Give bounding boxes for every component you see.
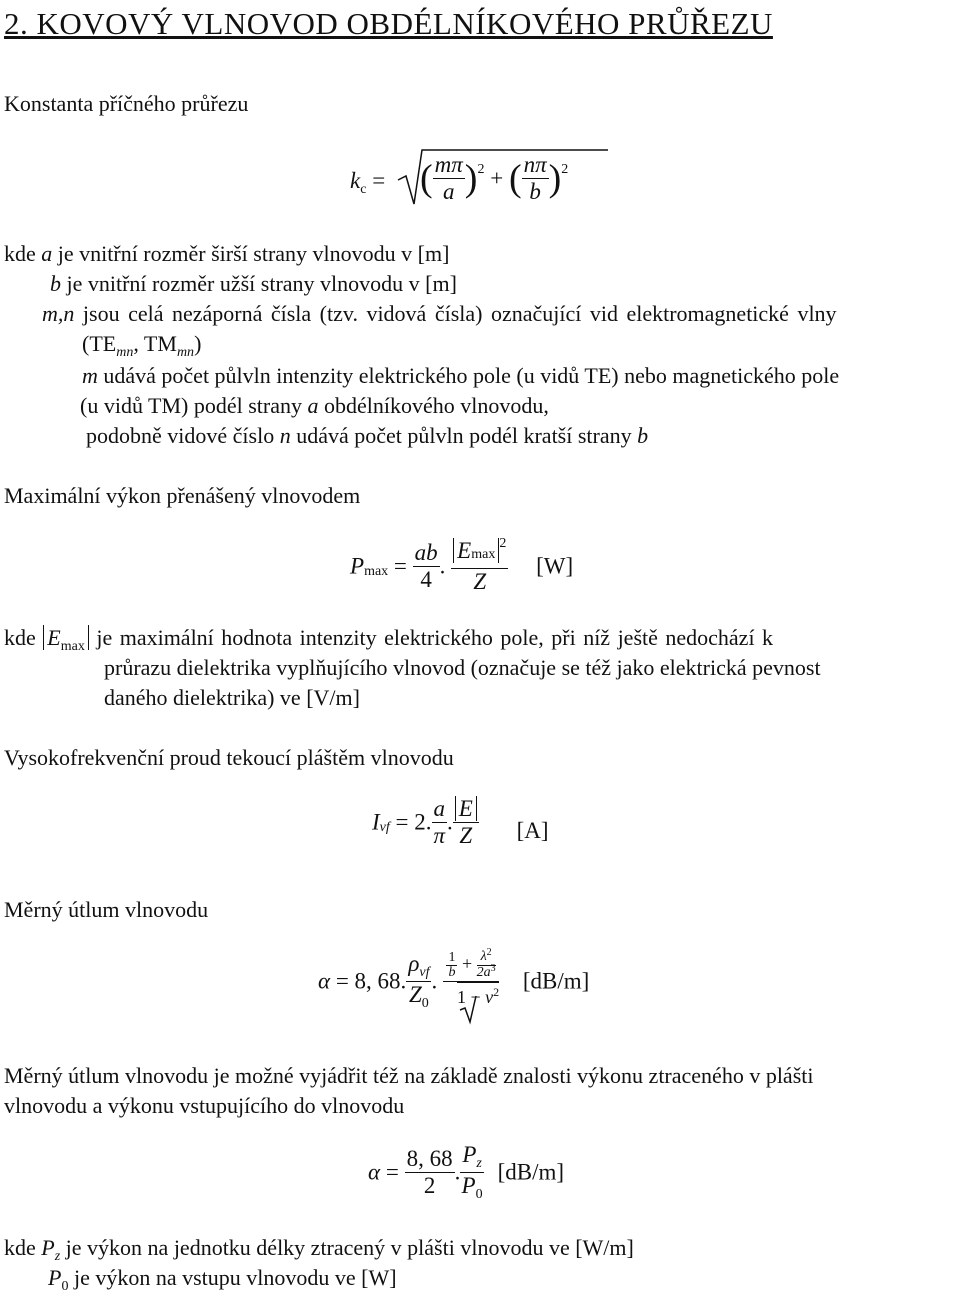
def-m: m udává počet půlvln intenzity elektrického pole (u vidů TE) nebo magnetického pole	[82, 363, 840, 388]
page-heading: 2. KOVOVÝ VLNOVOD OBDÉLNÍKOVÉHO PRŮŘEZU	[4, 6, 773, 41]
section-title-cross-section: Konstanta příčného průřezu	[4, 91, 249, 116]
section-title-max-power: Maximální výkon přenášený vlnovodem	[4, 483, 361, 508]
def-a: kde a je vnitřní rozměr širší strany vlnovodu v [m]	[4, 241, 450, 266]
formula-alpha-1: α = 8, 68. $\frac{\rho_{vf}}{Z_0}$ . $\frac{1}{b}$ + $\frac{\lambda^2}{2a^3}$ $1 - \nu^2$ [dB/m]	[318, 947, 590, 1011]
formula-pmax: $P_{max}$ = $\frac{ab}{4}$ . $\frac{Emax^2}{Z}$ [W]	[350, 536, 574, 594]
para-attenuation-2: vlnovodu a výkonu vstupujícího do vlnovodu	[4, 1093, 405, 1118]
def-modes: ($TE_{mn}$, $TM_{mn}$)	[82, 331, 202, 360]
def-emax-cont2: daného dielektrika) ve [V/m]	[104, 685, 360, 710]
def-m-cont: (u vidů TM) podél strany a obdélníkového vlnovodu,	[80, 393, 549, 418]
def-emax-cont1: průrazu dielektrika vyplňujícího vlnovod (označuje se též jako elektrická pevnost	[104, 655, 821, 680]
def-emax: kde $E_{max}$ je maximální hodnota intenzity elektrického pole, při níž ještě nedochází k	[4, 625, 774, 654]
def-b: b je vnitřní rozměr užší strany vlnovodu v [m]	[50, 271, 457, 296]
formula-kc: $k_c$ =	[350, 168, 386, 197]
def-pz: kde $P_z$ je výkon na jednotku délky ztracený v plášti vlnovodu ve [W/m]	[4, 1235, 634, 1264]
section-title-hf-current: Vysokofrekvenční proud tekoucí pláštěm vlnovodu	[4, 745, 454, 770]
def-mn: m,n jsou celá nezáporná čísla (tzv. vidová čísla) označující vid elektromagnetické vlny	[42, 301, 837, 326]
section-title-attenuation: Měrný útlum vlnovodu	[4, 897, 209, 922]
formula-alpha-2: α = $\frac{8, 68}{2}$ . $\frac{P_z}{P_0}$ [dB/m]	[368, 1142, 565, 1202]
def-p0: $P_0$ je výkon na vstupu vlnovodu ve [W]	[48, 1265, 397, 1294]
sqrt-sign-2	[460, 996, 480, 1022]
def-n: podobně vidové číslo n udává počet půlvln podél kratší strany b	[86, 423, 649, 448]
para-attenuation-1: Měrný útlum vlnovodu je možné vyjádřit též na základě znalosti výkonu ztraceného v plášti	[4, 1063, 814, 1088]
formula-ivf: $I_{vf} = 2$. $\frac{a}{\pi}$ . $\frac{E}{Z}$ [A]	[372, 796, 549, 848]
formula-kc-terms: ( $\frac{m\pi}{a}$ )$^2$ + ( $\frac{n\pi}{b}$ )$^2$	[420, 152, 569, 204]
